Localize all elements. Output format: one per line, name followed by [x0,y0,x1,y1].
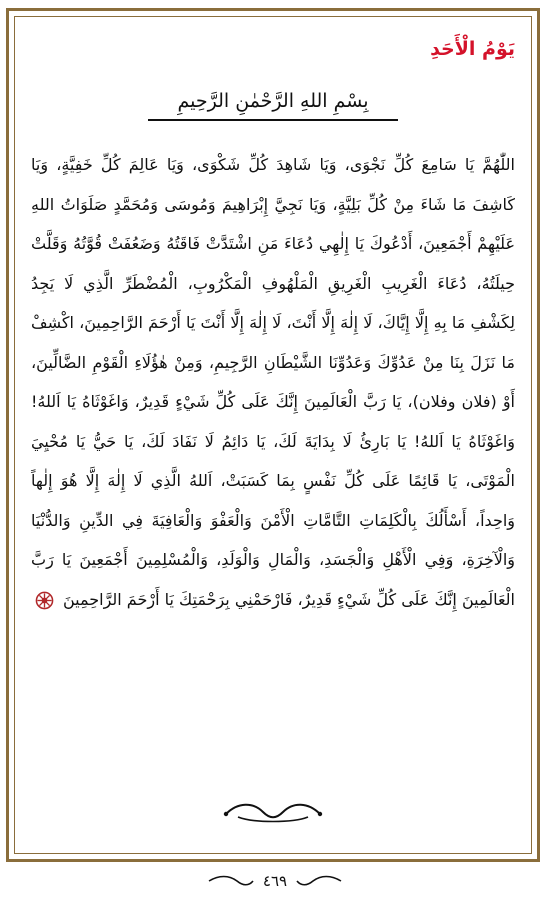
day-title: يَوْمُ الْأَحَدِ [430,38,515,60]
footer-flourish-icon-left [207,874,255,888]
prayer-text-block [31,145,515,619]
page-frame [6,8,540,862]
footer-flourish-icon-right [295,874,343,888]
basmala-text: بِسْمِ اللهِ الرَّحْمٰنِ الرَّحِيمِ [148,85,399,121]
basmala-heading [9,85,537,121]
divider-ornament [9,797,537,831]
prayer-text: اللّٰهُمَّ يَا سَامِعَ كُلِّ نَجْوَى، وَيَا شَاهِدَ كُلِّ شَكْوَى، وَيَا عَالِمَ كُلِّ خَفِيَّةٍ، وَيَا كَاشِفَ مَا شَاءَ مِنْ كُلِّ بَلِيَّةٍ، وَيَا نَجِيَّ إِبْرَاهِيمَ وَمُوسَى وَمُحَمَّدٍ صَلَوَاتُ اللهِ عَلَيْهِمْ أَجْمَعِينَ، أَدْعُوكَ يَا إِلٰهِي دُعَاءَ مَنِ اشْتَدَّتْ فَاقَتُهُ وَضَعُفَتْ قُوَّتُهُ وَقَلَّتْ حِيلَتُهُ، دُعَاءَ الْغَرِيبِ الْغَرِيقِ الْمَلْهُوفِ الْمَكْرُوبِ، الْمُضْطَرِّ الَّذِي لَا يَجِدُ لِكَشْفِ مَا بِهِ إِلَّا إِيَّاكَ، لَا إِلٰهَ إِلَّا أَنْتَ، لَا إِلٰهَ إِلَّا أَنْتَ يَا أَرْحَمَ الرَّاحِمِينَ، اكْشِفْ مَا نَزَلَ بِنَا مِنْ عَدُوِّكَ وَعَدُوِّنَا الشَّيْطَانِ الرَّجِيمِ، وَمِنْ هٰؤُلَاءِ الْقَوْمِ الضَّالِّينَ، أَوْ (فلان وفلان)، يَا رَبَّ الْعَالَمِينَ إِنَّكَ عَلَى كُلِّ شَيْءٍ قَدِيرٌ، وَاغَوْثَاهُ يَا اَللهُ! وَاغَوْثَاهُ يَا اَللهُ! يَا بَارِئُ لَا بِدَايَةَ لَكَ، يَا دَائِمُ لَا نَفَادَ لَكَ، يَا حَيُّ يَا مُحْيِيَ الْمَوْتَى، يَا قَائِمًا عَلَى كُلِّ نَفْسٍ بِمَا كَسَبَتْ، اَللهُ الَّذِي لَا إِلٰهَ إِلَّا هُوَ إِلٰهاً وَاحِداً، أَسْأَلُكَ بِالْكَلِمَاتِ التَّامَّاتِ الْأَمْنَ وَالْعَفْوَ وَالْعَافِيَةَ فِي الدِّينِ وَالدُّنْيَا وَالْآخِرَةِ، وَفِي الْأَهْلِ وَالْجَسَدِ، وَالْمَالِ وَالْوَلَدِ، وَالْمُسْلِمِينَ أَجْمَعِينَ يَا رَبَّ الْعَالَمِينَ إِنَّكَ عَلَى كُلِّ شَيْءٍ قَدِيرٌ، فَارْحَمْنِي بِرَحْمَتِكَ يَا أَرْحَمَ الرَّاحِمِينَ [31,155,515,609]
page-number: ٤٦٩ [262,872,288,890]
page-footer [0,866,550,896]
calligraphic-divider-icon [218,797,328,827]
rosette-ornament-icon [35,591,54,610]
